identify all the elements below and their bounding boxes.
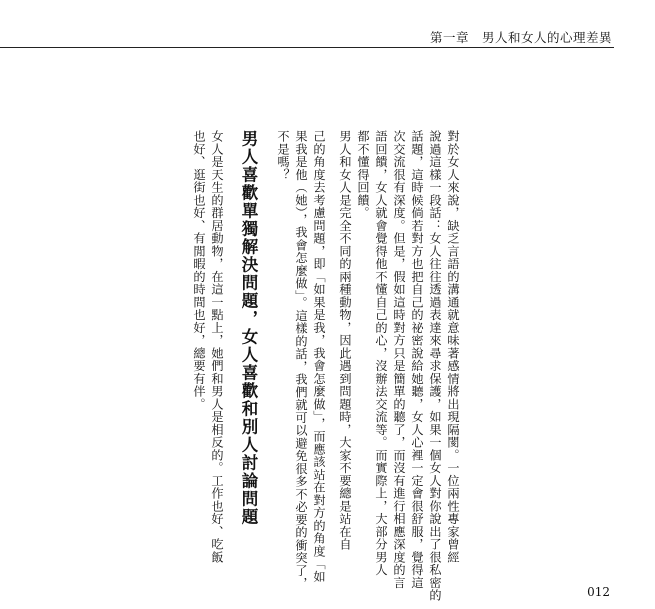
section-heading: 男人喜歡單獨解決問題，女人喜歡和別人討論問題 (239, 130, 258, 526)
text-column: 語回饋，女人就會覺得他不懂自己的心，沒辦法交流等。而實際上，大部分男人 (374, 130, 388, 577)
vertical-body-text (190, 130, 462, 602)
text-column: 男人和女人是完全不同的兩種動物，因此遇到問題時，大家不要總是站在自 (338, 130, 352, 551)
text-column: 不是嗎？ (276, 130, 290, 181)
text-column: 次交流很有深度。但是，假如這時對方只是簡單的聽了，而沒有進行相應深度的言 (392, 130, 406, 589)
text-column: 都不懂得回饋。 (356, 130, 370, 220)
text-column: 果我是他（她），我會怎麼做」。這樣的話，我們就可以避免很多不必要的衝突了， (294, 130, 308, 590)
page-number: 012 (587, 585, 610, 599)
text-column: 對於女人來說，缺乏言語的溝通就意味著感情將出現隔閡。一位兩性專家曾經 (446, 130, 460, 564)
header-rule (0, 47, 614, 48)
text-column: 話題，這時候倘若對方也把自己的祕密說給她聽，女人心裡一定會很舒服，覺得這 (410, 130, 424, 589)
text-column: 女人是天生的群居動物，在這一點上，她們和男人是相反的。工作也好、吃飯 (210, 130, 224, 564)
text-column: 也好、逛街也好、有閒暇的時間也好，總要有伴。 (192, 130, 206, 411)
running-header: 第一章 男人和女人的心理差異 (429, 30, 612, 45)
text-column: 己的角度去考慮問題，即「如果是我，我會怎麼做」，而應該站在對方的角度「如 (312, 130, 326, 583)
text-column: 說過這樣一段話：女人往往透過表達來尋求保護，如果一個女人對你說出了很私密的 (428, 130, 442, 602)
